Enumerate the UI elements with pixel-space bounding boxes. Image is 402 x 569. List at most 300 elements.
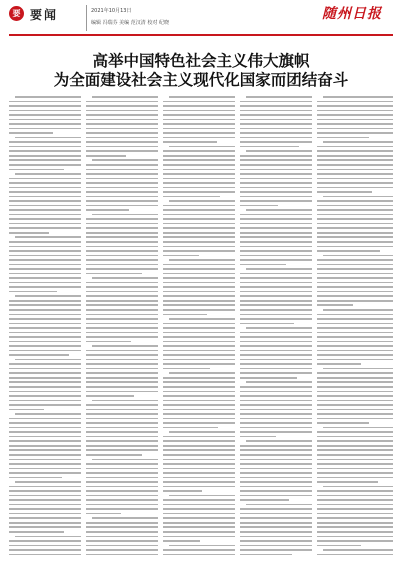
text-line [86, 164, 158, 166]
text-line [317, 391, 393, 393]
text-line [9, 386, 81, 388]
text-line [240, 241, 312, 243]
text-line [86, 304, 158, 306]
text-line [9, 490, 81, 492]
text-line [86, 191, 158, 193]
text-line [9, 350, 81, 352]
text-line [240, 377, 297, 379]
headline-line-1: 高举中国特色社会主义伟大旗帜 [92, 52, 310, 70]
text-line [86, 182, 158, 184]
text-line [317, 327, 393, 329]
text-line [169, 431, 235, 433]
text-line [240, 291, 312, 293]
text-line [9, 268, 81, 270]
section-badge-icon: 要 [9, 6, 24, 21]
text-line [317, 323, 393, 325]
text-line [9, 264, 81, 266]
text-line [317, 291, 393, 293]
text-line [86, 273, 142, 275]
text-line [86, 463, 158, 465]
text-line [317, 454, 393, 456]
text-line [246, 504, 312, 506]
text-line [163, 350, 235, 352]
text-line [163, 377, 235, 379]
text-line [169, 96, 235, 98]
text-line [86, 119, 158, 121]
text-line [86, 169, 158, 171]
text-line [240, 413, 312, 415]
text-line [317, 354, 393, 356]
text-line [317, 277, 393, 279]
text-line [9, 377, 81, 379]
text-line [317, 282, 393, 284]
text-line [163, 295, 235, 297]
text-line [240, 255, 312, 257]
text-line [9, 404, 81, 406]
text-line [163, 164, 235, 166]
text-line [86, 513, 121, 515]
text-line [15, 96, 81, 98]
text-line [240, 368, 312, 370]
text-line [317, 508, 393, 510]
text-line [163, 205, 235, 207]
text-line [240, 554, 292, 556]
text-line [317, 218, 393, 220]
text-line [317, 468, 393, 470]
text-line [163, 486, 235, 488]
text-line [240, 318, 312, 320]
text-line [86, 282, 158, 284]
text-line [240, 227, 312, 229]
text-line [86, 309, 158, 311]
text-line [240, 232, 312, 234]
text-line [86, 291, 158, 293]
text-line [86, 218, 158, 220]
text-line [317, 146, 393, 148]
text-line [240, 178, 312, 180]
text-line [240, 372, 312, 374]
text-line [86, 468, 158, 470]
text-line [163, 182, 235, 184]
text-line [246, 209, 312, 211]
text-line [317, 413, 393, 415]
text-line [9, 223, 81, 225]
text-line [9, 495, 81, 497]
text-line [317, 395, 393, 397]
text-line [317, 445, 393, 447]
text-line [163, 522, 235, 524]
text-line [317, 436, 393, 438]
text-line [163, 400, 235, 402]
text-line [240, 187, 312, 189]
page-headline [0, 52, 402, 90]
text-line [240, 336, 312, 338]
text-line [323, 96, 393, 98]
text-line [163, 209, 235, 211]
text-line [317, 472, 393, 474]
text-line [86, 250, 158, 252]
text-line [163, 354, 235, 356]
text-line [86, 314, 158, 316]
text-line [86, 200, 158, 202]
text-line [9, 282, 81, 284]
text-line [317, 123, 393, 125]
text-line [86, 490, 158, 492]
text-line [317, 300, 393, 302]
text-line [9, 146, 81, 148]
text-line [163, 159, 235, 161]
text-line [15, 536, 81, 538]
text-line [163, 359, 235, 361]
text-line [163, 517, 235, 519]
text-line [86, 223, 158, 225]
article-column-4 [240, 96, 312, 558]
text-line [317, 205, 393, 207]
text-line [163, 110, 235, 112]
text-line [163, 141, 217, 143]
text-line [240, 459, 312, 461]
text-line [240, 495, 312, 497]
text-line [246, 268, 312, 270]
text-line [317, 531, 393, 533]
text-line [240, 436, 276, 438]
text-line [317, 250, 380, 252]
text-line [240, 477, 312, 479]
text-line [240, 101, 312, 103]
text-line [86, 110, 158, 112]
text-line [163, 128, 235, 130]
text-line [163, 454, 235, 456]
text-line [86, 445, 158, 447]
text-line [317, 522, 393, 524]
text-line [163, 178, 235, 180]
text-line [86, 286, 158, 288]
text-line [163, 300, 235, 302]
text-line [86, 499, 158, 501]
text-line [86, 391, 158, 393]
text-line [86, 132, 158, 134]
text-line [163, 218, 235, 220]
text-line [163, 137, 235, 139]
text-line [163, 250, 235, 252]
text-line [317, 241, 393, 243]
text-line [240, 422, 312, 424]
text-line [317, 273, 393, 275]
text-line [86, 359, 158, 361]
text-line [317, 155, 393, 157]
text-line [163, 395, 235, 397]
text-line [240, 300, 312, 302]
text-line [86, 363, 158, 365]
text-line [9, 205, 81, 207]
text-line [240, 223, 312, 225]
text-line [240, 259, 312, 261]
text-line [163, 363, 235, 365]
text-line [317, 481, 378, 483]
text-line [317, 150, 393, 152]
text-line [240, 350, 312, 352]
text-line [240, 282, 312, 284]
text-line [317, 232, 393, 234]
text-line [169, 146, 235, 148]
text-line [9, 150, 81, 152]
text-line [163, 169, 235, 171]
text-line [163, 508, 235, 510]
text-line [240, 545, 312, 547]
text-line [9, 119, 81, 121]
text-line [9, 400, 81, 402]
text-line [163, 341, 235, 343]
text-line [163, 381, 235, 383]
text-line [240, 314, 312, 316]
text-line [163, 173, 235, 175]
text-line [9, 418, 81, 420]
text-line [317, 304, 353, 306]
text-line [317, 459, 393, 461]
text-line [86, 255, 158, 257]
text-line [317, 431, 393, 433]
text-line [9, 372, 81, 374]
text-line [317, 119, 393, 121]
text-line [86, 454, 142, 456]
text-line [240, 427, 312, 429]
text-line [323, 486, 393, 488]
text-line [9, 454, 81, 456]
text-line [169, 318, 235, 320]
headline-line-2: 为全面建设社会主义现代化国家而团结奋斗 [53, 71, 349, 89]
text-line [163, 273, 235, 275]
text-line [92, 459, 158, 461]
text-line [9, 218, 81, 220]
text-line [317, 191, 372, 193]
text-line [240, 141, 312, 143]
text-line [317, 477, 393, 479]
text-line [240, 499, 289, 501]
text-line [9, 141, 81, 143]
text-line [240, 486, 312, 488]
text-line [86, 123, 158, 125]
text-line [86, 472, 158, 474]
text-line [240, 164, 312, 166]
text-line [9, 241, 81, 243]
text-line [246, 440, 312, 442]
text-line [317, 318, 393, 320]
text-line [9, 286, 81, 288]
text-line [317, 422, 369, 424]
text-line [9, 182, 81, 184]
text-line [317, 400, 393, 402]
text-line [9, 522, 81, 524]
text-line [163, 536, 235, 538]
text-line [163, 291, 235, 293]
text-line [163, 459, 235, 461]
text-line [317, 381, 393, 383]
text-line [323, 255, 393, 257]
text-line [317, 169, 393, 171]
text-line [240, 155, 312, 157]
text-line [86, 554, 158, 556]
text-line [9, 545, 81, 547]
text-line [317, 495, 393, 497]
text-line [163, 368, 210, 370]
text-line [86, 236, 158, 238]
text-line [317, 345, 393, 347]
text-line [9, 459, 81, 461]
text-line [317, 101, 393, 103]
text-line [317, 490, 393, 492]
text-line [86, 318, 158, 320]
text-line [317, 513, 393, 515]
text-line [163, 286, 235, 288]
text-line [9, 214, 81, 216]
text-line [317, 332, 393, 334]
text-line [240, 295, 312, 297]
text-line [92, 277, 158, 279]
text-line [240, 218, 312, 220]
text-line [163, 227, 235, 229]
text-line [9, 409, 44, 411]
text-line [86, 531, 158, 533]
text-line [9, 436, 81, 438]
text-line [9, 114, 81, 116]
text-line [163, 468, 235, 470]
text-line [9, 468, 81, 470]
text-line [240, 526, 312, 528]
text-line [86, 323, 158, 325]
text-line [240, 418, 312, 420]
text-line [317, 187, 393, 189]
masthead-divider [86, 5, 87, 31]
text-line [240, 400, 312, 402]
text-line [317, 214, 393, 216]
text-line [323, 368, 393, 370]
text-line [240, 236, 312, 238]
text-line [9, 209, 81, 211]
text-line [240, 119, 312, 121]
text-line [163, 282, 235, 284]
text-line [240, 468, 312, 470]
text-line [9, 341, 81, 343]
text-line [240, 540, 312, 542]
text-line [86, 264, 158, 266]
text-line [163, 268, 235, 270]
text-line [169, 259, 235, 261]
text-line [86, 540, 158, 542]
text-line [9, 445, 81, 447]
text-line [317, 259, 393, 261]
text-line [9, 105, 81, 107]
text-line [163, 554, 235, 556]
text-line [86, 196, 158, 198]
text-line [163, 123, 235, 125]
text-line [86, 350, 158, 352]
text-line [317, 182, 393, 184]
text-line [317, 463, 393, 465]
text-line [317, 286, 393, 288]
text-line [163, 477, 235, 479]
text-line [240, 472, 312, 474]
text-line [9, 431, 81, 433]
text-line [240, 386, 312, 388]
text-line [9, 345, 81, 347]
text-line [86, 300, 158, 302]
text-line [86, 413, 158, 415]
text-line [9, 504, 81, 506]
editor-credits: 编辑 冯瑞芬 美编 范汉清 校对 纪晓 [91, 20, 169, 26]
text-line [86, 477, 158, 479]
text-line [9, 368, 81, 370]
text-line [317, 386, 393, 388]
text-line [9, 427, 81, 429]
text-line [240, 345, 312, 347]
text-line [163, 236, 235, 238]
text-line [9, 300, 81, 302]
text-line [323, 309, 393, 311]
text-line [240, 549, 312, 551]
text-line [240, 137, 312, 139]
text-line [317, 350, 393, 352]
text-line [317, 449, 393, 451]
text-line [9, 499, 81, 501]
text-line [240, 191, 312, 193]
text-line [9, 513, 81, 515]
text-line [163, 196, 220, 198]
text-line [163, 413, 235, 415]
text-line [86, 227, 158, 229]
text-line [9, 200, 81, 202]
text-line [163, 409, 235, 411]
text-line [317, 526, 393, 528]
text-line [86, 246, 158, 248]
text-line [9, 422, 81, 424]
text-line [163, 531, 235, 533]
text-line [246, 327, 312, 329]
text-line [317, 178, 393, 180]
text-line [317, 137, 369, 139]
text-line [163, 119, 235, 121]
text-line [15, 481, 81, 483]
text-line [15, 295, 81, 297]
article-column-2 [86, 96, 158, 558]
text-line [9, 314, 81, 316]
text-line [9, 155, 81, 157]
text-line [317, 264, 393, 266]
text-line [9, 318, 81, 320]
text-line [163, 214, 235, 216]
article-column-5 [317, 96, 393, 558]
text-line [86, 114, 158, 116]
text-line [317, 132, 393, 134]
text-line [317, 517, 393, 519]
article-column-3 [163, 96, 235, 558]
text-line [9, 232, 49, 234]
text-line [9, 159, 81, 161]
text-line [240, 200, 312, 202]
text-line [240, 277, 312, 279]
text-line [163, 427, 218, 429]
text-line [240, 309, 312, 311]
text-line [86, 336, 158, 338]
text-line [163, 345, 235, 347]
text-line [240, 431, 312, 433]
text-line [317, 554, 393, 556]
text-line [240, 246, 312, 248]
text-line [317, 236, 393, 238]
text-line [317, 540, 393, 542]
text-line [163, 327, 235, 329]
text-line [163, 540, 200, 542]
text-line [240, 513, 312, 515]
